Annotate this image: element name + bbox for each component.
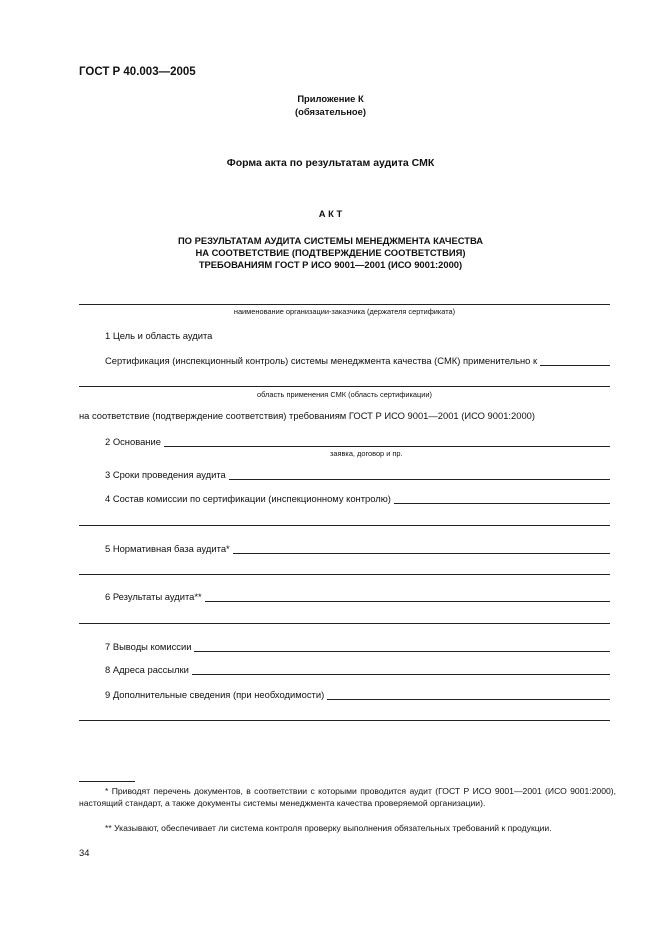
normative-label: 5 Нормативная база аудита* [105, 543, 230, 554]
dates-row [105, 466, 610, 480]
basis-row [105, 433, 610, 447]
footnote-one: * Приводят перечень документов, в соответствии с которыми проводится аудит (ГОСТ Р ИСО 9001—2001 (ИСО 9001:2000), настоящий стандарт, а также документы системы менеджмента качества проверяемой организации). [79, 786, 616, 808]
normative-extra-line[interactable] [79, 574, 610, 575]
conclusions-label: 7 Выводы комиссии [105, 641, 192, 652]
appendix-note: (обязательное) [295, 106, 366, 117]
commission-label: 4 Состав комиссии по сертификации (инспекционному контролю) [105, 493, 391, 504]
appendix-title: Приложение К [297, 93, 364, 104]
addresses-field[interactable] [192, 664, 610, 675]
cert-text: Сертификация (инспекционный контроль) системы менеджмента качества (СМК) применительно к [105, 355, 538, 366]
form-title: Форма акта по результатам аудита СМК [226, 157, 435, 169]
page-number: 34 [79, 847, 90, 858]
commission-extra-line[interactable] [79, 525, 610, 526]
act-subtitle-line-3: ТРЕБОВАНИЯМ ГОСТ Р ИСО 9001—2001 (ИСО 9001:2000) [198, 259, 463, 270]
basis-field[interactable] [164, 436, 610, 447]
conformity-text: на соответствие (подтверждение соответствия) требованиям ГОСТ Р ИСО 9001—2001 (ИСО 9001:2000) [79, 410, 535, 421]
additional-label: 9 Дополнительные сведения (при необходимости) [105, 689, 325, 700]
basis-caption: заявка, договор и пр. [330, 449, 403, 458]
org-name-line[interactable] [79, 304, 610, 305]
cert-field[interactable] [540, 355, 610, 366]
addresses-row [105, 661, 610, 675]
normative-row [105, 540, 610, 554]
footnote-two: ** Указывают, обеспечивает ли система контроля проверку выполнения обязательных требований к продукции. [105, 823, 552, 833]
cert-row [105, 352, 610, 366]
act-subtitle-line-1: ПО РЕЗУЛЬТАТАМ АУДИТА СИСТЕМЫ МЕНЕДЖМЕНТА КАЧЕСТВА [177, 235, 484, 246]
normative-field[interactable] [233, 543, 610, 554]
footnote-separator [79, 781, 135, 782]
results-row [105, 588, 610, 602]
dates-field[interactable] [229, 469, 610, 480]
commission-row [105, 490, 610, 504]
additional-row [105, 686, 610, 700]
basis-label: 2 Основание [105, 436, 161, 447]
conclusions-field[interactable] [194, 641, 610, 652]
results-field[interactable] [205, 591, 610, 602]
additional-field[interactable] [327, 689, 610, 700]
org-name-caption: наименование организации-заказчика (держателя сертификата) [233, 307, 456, 316]
scope-caption: область применения СМК (область сертификации) [257, 390, 432, 399]
results-label: 6 Результаты аудита** [105, 591, 202, 602]
results-extra-line[interactable] [79, 623, 610, 624]
commission-field[interactable] [394, 493, 610, 504]
document-code: ГОСТ Р 40.003—2005 [79, 66, 196, 78]
act-subtitle-line-2: НА СООТВЕТСТВИЕ (ПОДТВЕРЖДЕНИЕ СООТВЕТСТВИЯ) [195, 247, 466, 258]
act-word: А К Т [318, 208, 343, 219]
dates-label: 3 Сроки проведения аудита [105, 469, 226, 480]
item-goal-label: 1 Цель и область аудита [105, 330, 213, 341]
scope-line[interactable] [79, 386, 610, 387]
addresses-label: 8 Адреса рассылки [105, 664, 189, 675]
additional-extra-line[interactable] [79, 720, 610, 721]
conclusions-row [105, 638, 610, 652]
